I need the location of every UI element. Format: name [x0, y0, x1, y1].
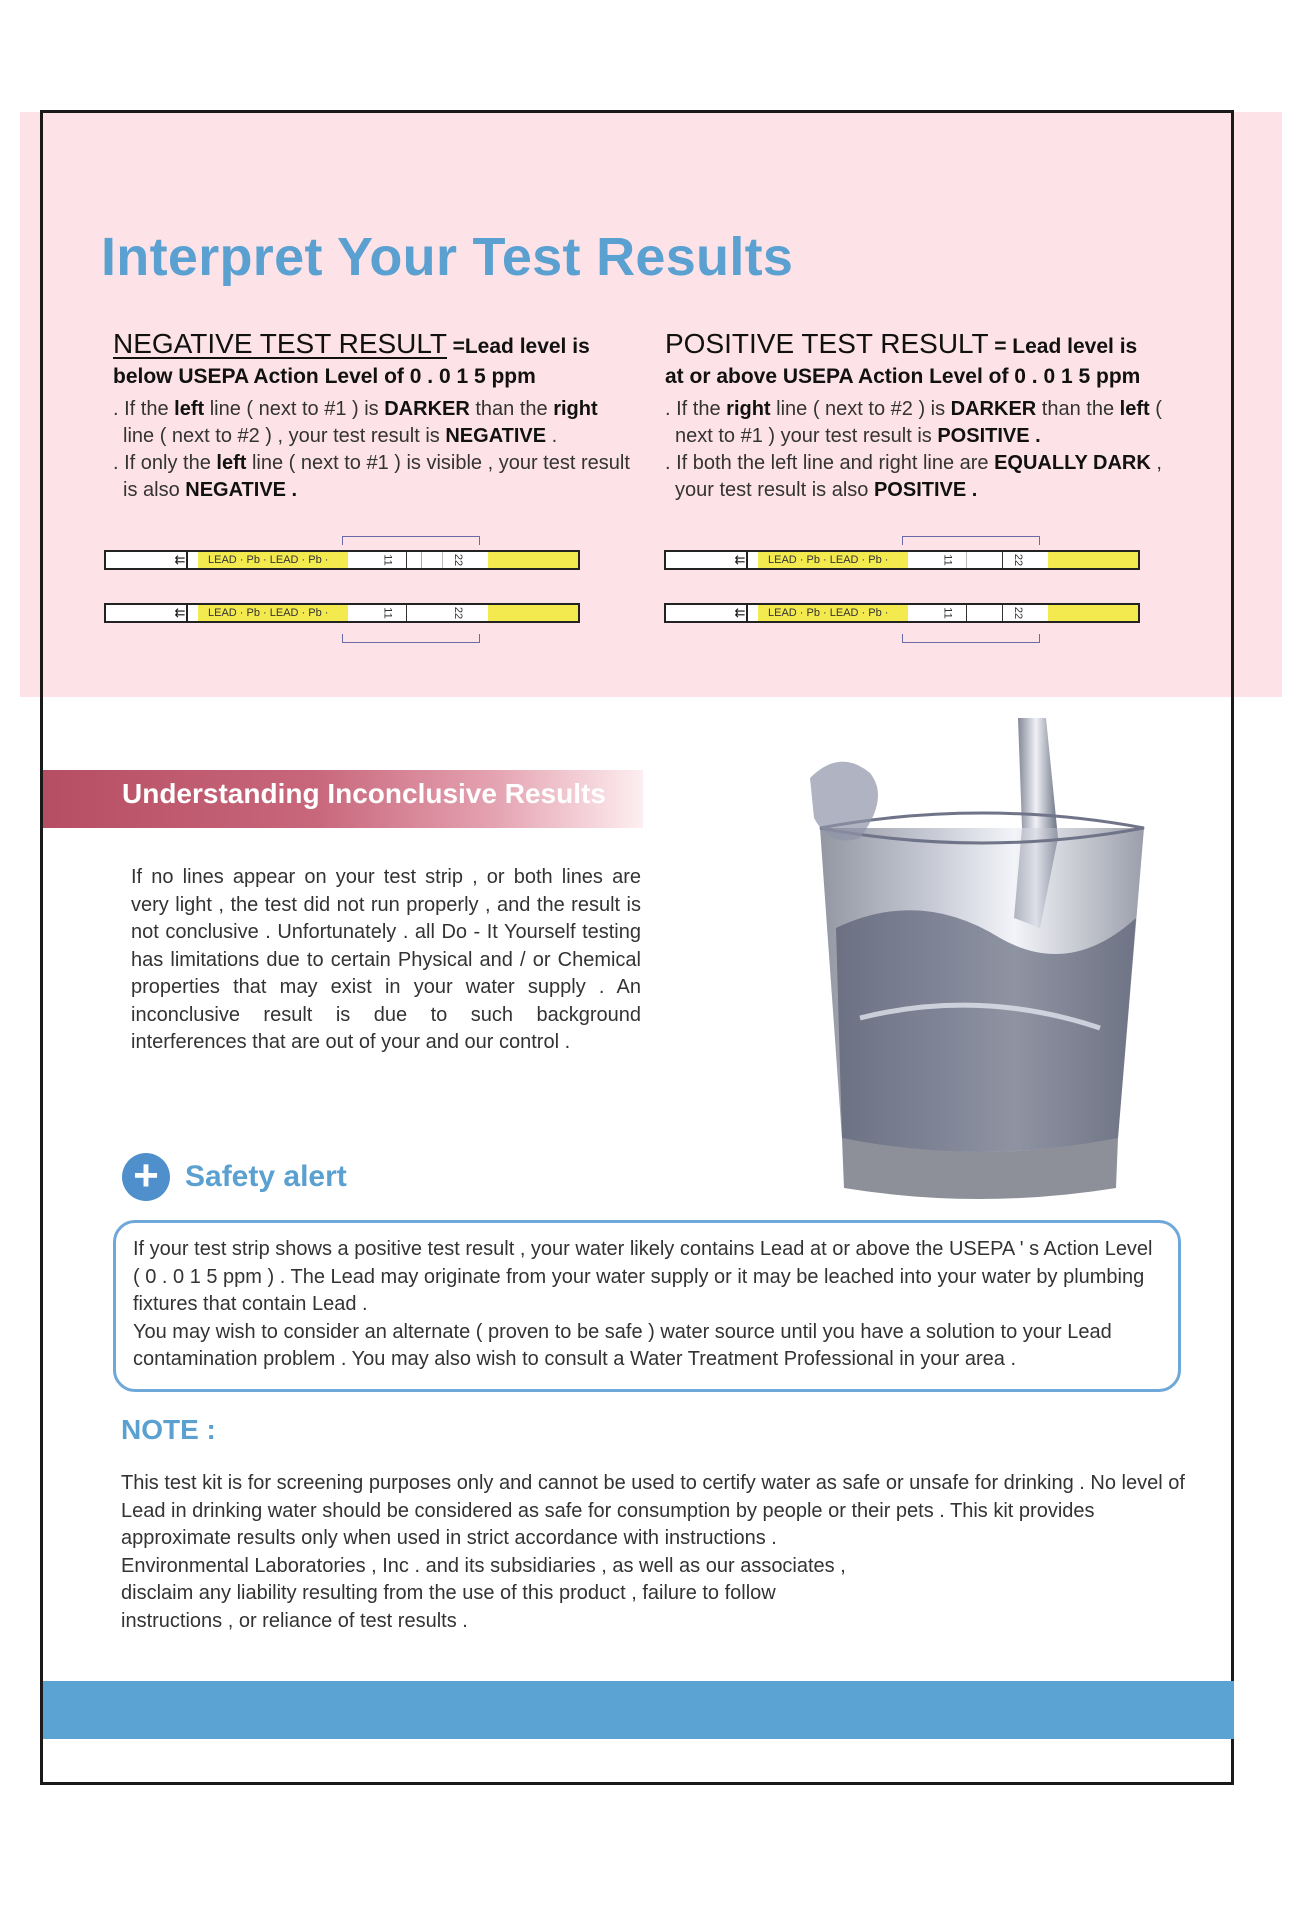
note-text	[121, 1470, 1201, 1635]
footer-bar	[43, 1681, 1234, 1739]
positive-heading-suffix: = Lead level is	[994, 335, 1138, 358]
strip-mark-1: 11	[381, 607, 394, 619]
strip-mark-2: 22	[452, 553, 465, 567]
strip-mark-1: 11	[941, 607, 954, 619]
arrow-icon: ⇇	[174, 605, 186, 620]
test-strip	[104, 550, 580, 570]
strip-window	[348, 605, 488, 621]
test-line-1	[406, 552, 407, 568]
note-paragraph-2: Environmental Laboratories , Inc . and its subsidiaries , as well as our associates ,	[121, 1554, 846, 1577]
test-line-1	[966, 552, 967, 568]
strip-mark-1: 11	[941, 554, 954, 566]
note-paragraph-1: This test kit is for screening purposes only and cannot be used to certify water as safe or unsafe for drinking . No level of Lead in drinking water should be considered as safe for consumption by people or their pets . This kit provides approximate results only when used in strict accordance with instructions .	[121, 1472, 1185, 1549]
strip-window	[348, 552, 488, 568]
safety-text	[133, 1236, 1163, 1374]
positive-result-section	[665, 330, 1185, 504]
strip-label: LEAD · Pb · LEAD · Pb ·	[758, 552, 908, 568]
inconclusive-text: If no lines appear on your test strip , or both lines are very light , the test did not run properly , and the result is not conclusive . Unfortunately . all Do - It Yourself testing has limitations due to certain Physical and / or Chemical properties that may exist in your water supply . An inconclusive result is due to such background interferences that are out of your and our control .	[131, 866, 641, 1053]
negative-rule-1: . If the left line ( next to #1 ) is DARKER than the right line ( next to #2 ) , your test result is NEGATIVE .	[113, 398, 598, 447]
negative-heading-label: NEGATIVE TEST RESULT	[113, 328, 448, 359]
arrow-icon: ⇇	[174, 552, 186, 567]
positive-heading	[665, 330, 1185, 361]
positive-strip-illustration	[664, 530, 1144, 650]
arrow-icon: ⇇	[734, 605, 746, 620]
test-line-2	[1002, 605, 1003, 621]
plus-icon: +	[122, 1153, 170, 1201]
test-line-1	[406, 605, 407, 621]
negative-description	[113, 396, 633, 504]
strip-divider	[186, 551, 192, 569]
safety-paragraph-1: If your test strip shows a positive test result , your water likely contains Lead at or above the USEPA ' s Action Level ( 0 . 0 1 5 ppm ) . The Lead may originate from your water supply or it may be leached into your water by plumbing fixtures that contain Lead .	[133, 1238, 1153, 1315]
negative-heading	[113, 330, 633, 361]
safety-title: Safety alert	[185, 1160, 347, 1193]
strip-divider	[746, 604, 752, 622]
strip-mark-2: 22	[452, 606, 465, 620]
test-strip	[104, 603, 580, 623]
strip-bracket	[902, 536, 1040, 545]
strip-bracket	[342, 634, 480, 643]
test-strip	[664, 603, 1140, 623]
test-line-2	[442, 552, 443, 568]
positive-description	[665, 396, 1185, 504]
strip-bracket	[902, 634, 1040, 643]
strip-mark-2: 22	[1012, 553, 1025, 567]
negative-rule-2: . If only the left line ( next to #1 ) is visible , your test result is also NEGATIVE .	[113, 452, 630, 501]
strip-divider	[186, 604, 192, 622]
negative-heading-suffix: =Lead level is	[452, 335, 590, 358]
negative-subheading: below USEPA Action Level of 0 . 0 1 5 ppm	[113, 365, 536, 388]
note-paragraph-4: instructions , or reliance of test results .	[121, 1609, 468, 1632]
negative-strip-illustration	[104, 530, 584, 650]
strip-end	[488, 552, 578, 568]
test-line-2	[1002, 552, 1003, 568]
strip-mark-2: 22	[1012, 606, 1025, 620]
strip-label: LEAD · Pb · LEAD · Pb ·	[758, 605, 908, 621]
strip-bracket	[342, 536, 480, 545]
test-strip	[664, 550, 1140, 570]
positive-rule-1: . If the right line ( next to #2 ) is DARKER than the left ( next to #1 ) your test result is POSITIVE .	[665, 398, 1162, 447]
negative-result-section	[113, 330, 633, 504]
strip-window	[908, 605, 1048, 621]
strip-label: LEAD · Pb · LEAD · Pb ·	[198, 552, 348, 568]
note-paragraph-3: disclaim any liability resulting from the use of this product , failure to follow	[121, 1582, 776, 1604]
strip-end	[488, 605, 578, 621]
positive-subheading: at or above USEPA Action Level of 0 . 0 1 5 ppm	[665, 365, 1141, 388]
positive-heading-label: POSITIVE TEST RESULT	[665, 328, 989, 359]
strip-end	[1048, 552, 1138, 568]
strip-mark-1: 11	[381, 554, 394, 566]
strip-gridline	[421, 552, 422, 568]
strip-label: LEAD · Pb · LEAD · Pb ·	[198, 605, 348, 621]
strip-window	[908, 552, 1048, 568]
positive-rule-2: . If both the left line and right line are EQUALLY DARK , your test result is also POSITIVE .	[665, 452, 1162, 501]
inconclusive-title: Understanding Inconclusive Results	[122, 778, 606, 809]
water-glass-image	[800, 718, 1160, 1218]
arrow-icon: ⇇	[734, 552, 746, 567]
note-title: NOTE :	[121, 1414, 216, 1445]
safety-paragraph-2: You may wish to consider an alternate ( proven to be safe ) water source until you have a solution to your Lead contamination problem . You may also wish to consult a Water Treatment Professional in your area .	[133, 1320, 1112, 1370]
test-line-1	[966, 605, 967, 621]
strip-end	[1048, 605, 1138, 621]
page-title: Interpret Your Test Results	[101, 227, 794, 287]
strip-divider	[746, 551, 752, 569]
